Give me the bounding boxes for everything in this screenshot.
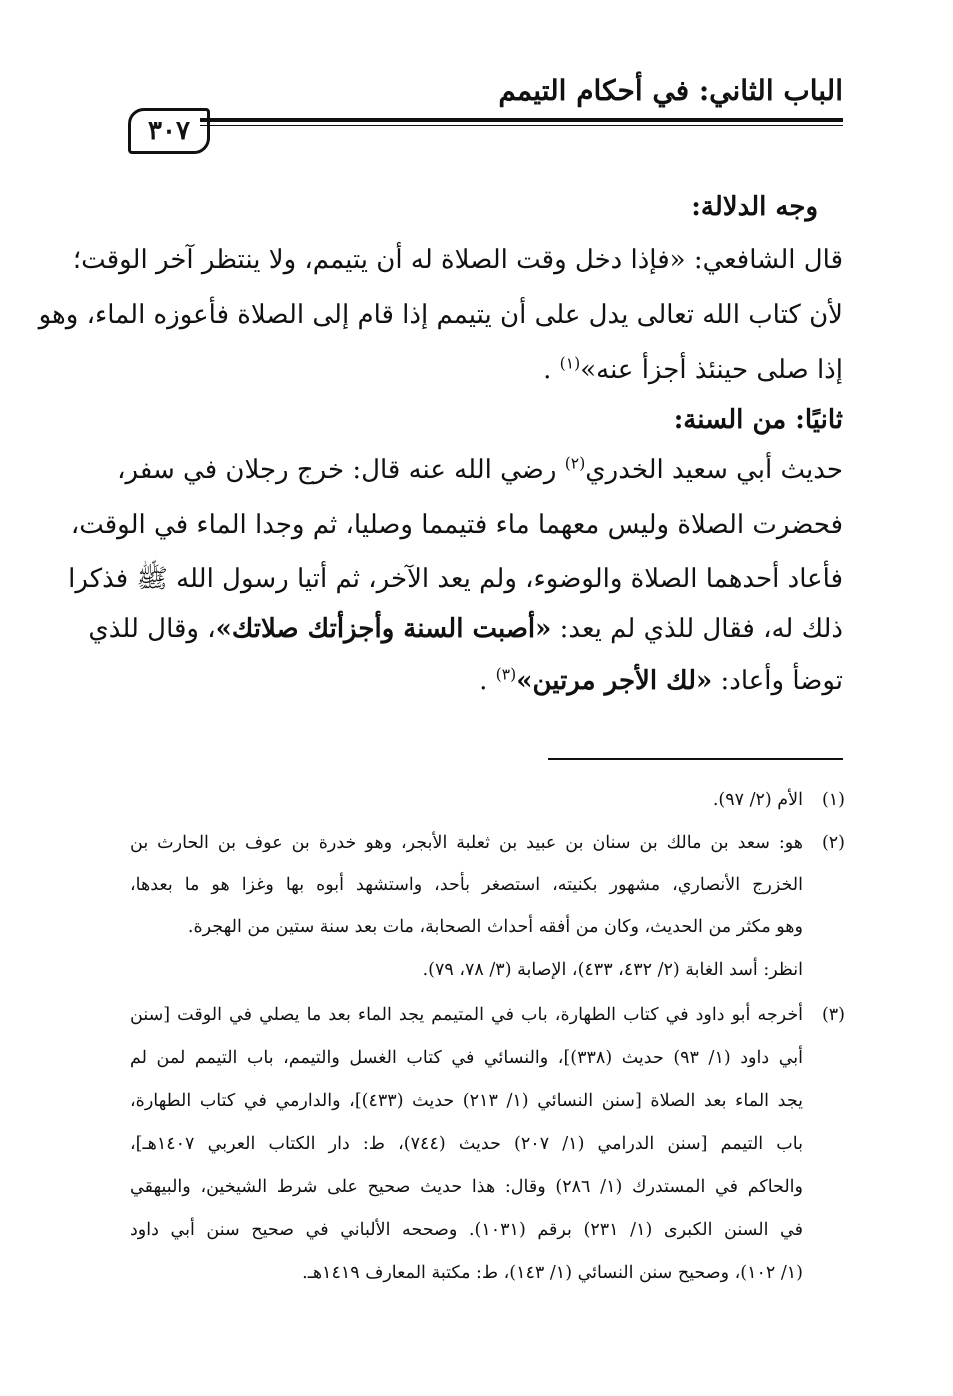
para2-line-1-start: حديث أبي سعيد الخدري [585,455,843,485]
para2-line-1-rest: رضي الله عنه قال: خرج رجلان في سفر، [117,455,557,485]
footnote-2-line-1: هو: سعد بن مالك بن سنان بن عبيد بن ثعلبة الأبجر، وهو خدرة بن عوف بن الحارث بن [130,833,803,853]
footnote-1-text: الأم (٢/ ٩٧). [712,790,803,810]
quote-sunnah: «أصبت السنة وأجزأتك صلاتك» [215,614,552,644]
para1-line-3: إذا صلى حينئذ أجزأ عنه»$^{(١)}$ . [543,354,843,385]
footnote-ref-1[interactable]: (١) [559,354,581,373]
heading-sunnah: ثانيًا: من السنة: [673,405,843,435]
para2-line-4 [88,614,843,644]
footnote-2-line-3: وهو مكثر من الحديث، وكان من أفقه أحداث الصحابة، مات بعد سنة ستين من الهجرة. [187,917,803,937]
para2-line-1 [117,454,843,485]
footnote-3-line-3: يجد الماء بعد الصلاة [سنن النسائي (١/ ٢١٣) حديث (٤٣٣)]، والدارمي في كتاب الطهارة، [130,1091,803,1111]
para1-line-2: لأن كتاب الله تعالى يدل على أن يتيمم إذا قام إلى الصلاة فأعوزه الماء، وهو [38,300,843,330]
footnote-3-number: (٣) [821,1005,845,1025]
footnote-separator [548,758,843,760]
para2-line-3: فأعاد أحدهما الصلاة والوضوء، ولم يعد الآخر، ثم أتيا رسول الله ﷺ فذكرا [68,564,843,594]
quote-reward: «لك الأجر مرتين» [516,666,713,696]
footnote-3-line-4: باب التيمم [سنن الدرامي (١/ ٢٠٧) حديث (٧٤٤)، ط: دار الكتاب العربي ١٤٠٧هـ]، [130,1134,803,1154]
footnote-ref-2[interactable]: (٢) [564,454,586,473]
footnote-ref-3[interactable]: (٣) [495,665,517,684]
footnote-2-number: (٢) [821,833,845,853]
footnote-2-line-4: انظر: أسد الغابة (٢/ ٤٣٢، ٤٣٣)، الإصابة (٣/ ٧٨، ٧٩). [422,960,803,980]
page-number: ٣٠٧ [128,108,210,154]
para1-line-1: قال الشافعي: «فإذا دخل وقت الصلاة له أن يتيمم، ولا ينتظر آخر الوقت؛ [72,245,843,275]
footnote-2-line-2: الخزرج الأنصاري، مشهور بكنيته، استصغر بأحد، واستشهد أبوه بها وغزا هو ما بعدها، [130,875,803,895]
heading-proof: وجه الدلالة: [691,192,818,222]
footnote-3-line-6: في السنن الكبرى (١/ ٢٣١) برقم (١٠٣١). وصححه الألباني في صحيح سنن أبي داود [130,1220,804,1240]
footnote-3-line-2: أبي داود (١/ ٩٣) حديث (٣٣٨)]، والنسائي في كتاب الغسل والتيمم، باب التيمم لمن لم [130,1048,804,1068]
para2-line-5: توضأ وأعاد: «لك الأجر مرتين»$^{(٣)}$ . [479,665,843,696]
para2-line-2: فحضرت الصلاة وليس معهما ماء فتيمما وصليا، ثم وجدا الماء في الوقت، [70,510,843,540]
para2-line-4-start: ذلك له، فقال للذي لم يعد: [559,614,843,644]
para1-line-3-text: إذا صلى حينئذ أجزأ عنه» [580,355,843,385]
para2-line-4-rest: ، وقال للذي [88,614,216,644]
footnote-3-line-5: والحاكم في المستدرك (١/ ٢٨٦) وقال: هذا حديث صحيح على شرط الشيخين، والبيهقي [130,1177,803,1197]
footnote-3-line-1: أخرجه أبو داود في كتاب الطهارة، باب في المتيمم يجد الماء بعد ما يصلي في الوقت [سنن [130,1005,803,1025]
footnote-1-number: (١) [821,790,845,810]
para2-line-5-start: توضأ وأعاد: [720,666,843,696]
running-title: الباب الثاني: في أحكام التيمم [498,74,843,107]
header-rule [200,118,843,130]
footnote-3-line-7: (١/ ١٠٢)، وصحيح سنن النسائي (١/ ١٤٣)، ط: مكتبة المعارف ١٤١٩هـ. [302,1263,803,1283]
